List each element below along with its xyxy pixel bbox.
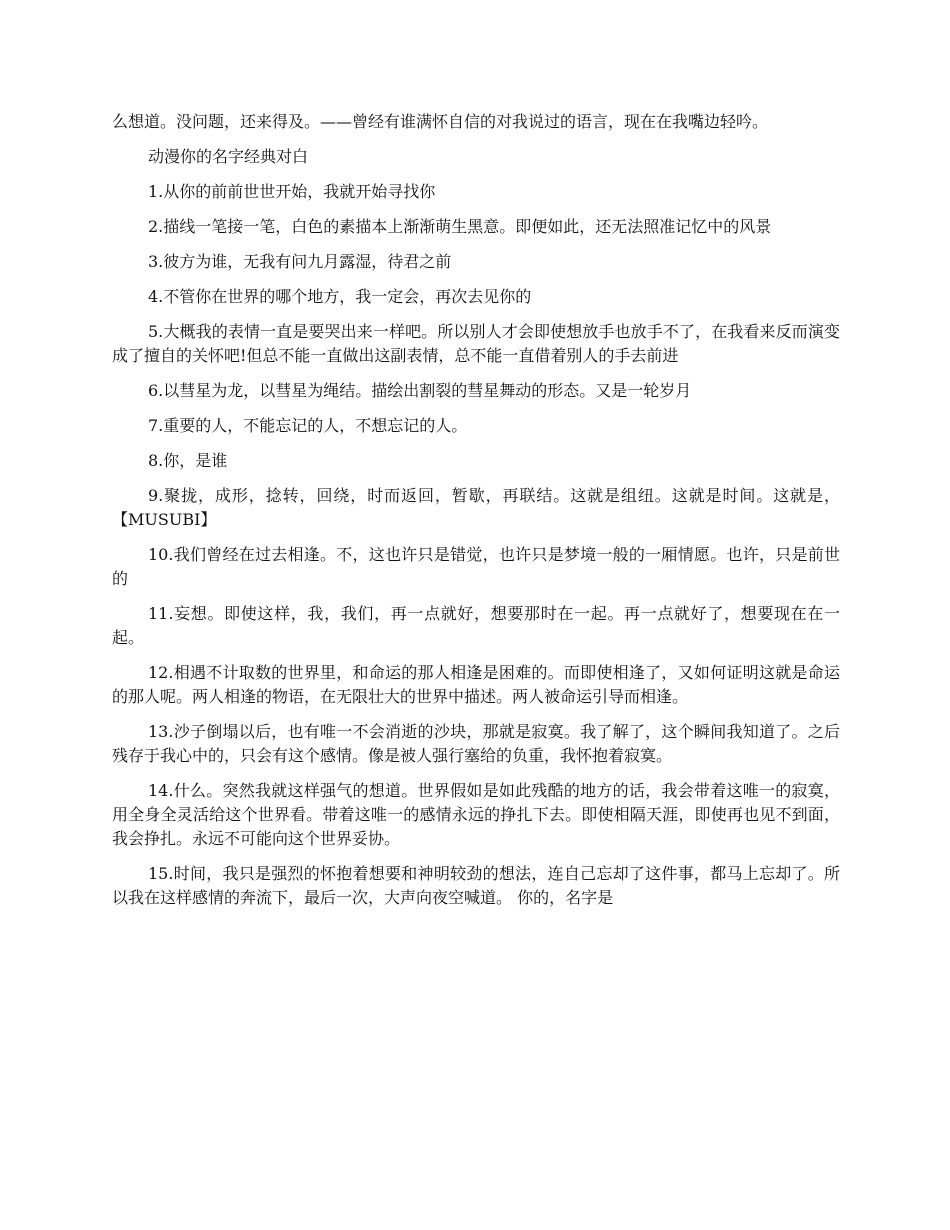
document-body [112, 110, 840, 921]
quote-item-2: 2.描线一笔接一笔，白色的素描本上渐渐萌生黑意。即便如此，还无法照准记忆中的风景 [148, 217, 772, 236]
quote-item-7: 7.重要的人，不能忘记的人，不想忘记的人。 [148, 416, 468, 435]
quote-item-14: 14.什么。突然我就这样强气的想道。世界假如是如此残酷的地方的话，我会带着这唯一的寂寞，用全身全灵活给这个世界看。带着这唯一的感情永远的挣扎下去。即使相隔天涯，即使再也见不到面，我会挣扎。永远不可能向这个世界妥协。 [112, 781, 840, 848]
quote-item-9: 9.聚拢，成形，捻转，回绕，时而返回，暂歇，再联结。这就是组纽。这就是时间。这就是，【MUSUBI】 [112, 486, 840, 529]
quote-item-15: 15.时间，我只是强烈的怀抱着想要和神明较劲的想法，连自己忘却了这件事，都马上忘却了。所以我在这样感情的奔流下，最后一次，大声向夜空喊道。 你的，名字是 [112, 864, 840, 907]
quote-item-8: 8.你，是谁 [148, 451, 228, 470]
intro-paragraph: 么想道。没问题，还来得及。——曾经有谁满怀自信的对我说过的语言，现在在我嘴边轻吟。 [112, 112, 769, 131]
section-title: 动漫你的名字经典对白 [148, 147, 309, 166]
quote-item-12: 12.相遇不计取数的世界里，和命运的那人相逢是困难的。而即使相逢了，又如何证明这就是命运的那人呢。两人相逢的物语，在无限壮大的世界中描述。两人被命运引导而相逢。 [112, 663, 840, 706]
quote-item-5: 5.大概我的表情一直是要哭出来一样吧。所以别人才会即使想放手也放手不了，在我看来反而演变成了擅自的关怀吧!但总不能一直做出这副表情，总不能一直借着别人的手去前进 [112, 322, 840, 365]
quote-item-4: 4.不管你在世界的哪个地方，我一定会，再次去见你的 [148, 287, 532, 306]
quote-item-13: 13.沙子倒塌以后，也有唯一不会消逝的沙块，那就是寂寞。我了解了，这个瞬间我知道了。之后残存于我心中的，只会有这个感情。像是被人强行塞给的负重，我怀抱着寂寞。 [112, 722, 840, 765]
quote-item-11: 11.妄想。即使这样，我，我们，再一点就好，想要那时在一起。再一点就好了，想要现在在一起。 [112, 604, 840, 647]
quote-item-3: 3.彼方为谁，无我有问九月露湿，待君之前 [148, 252, 452, 271]
quote-item-1: 1.从你的前前世世开始，我就开始寻找你 [148, 182, 436, 201]
quote-item-6: 6.以彗星为龙，以彗星为绳结。描绘出割裂的彗星舞动的形态。又是一轮岁月 [148, 381, 692, 400]
quote-item-10: 10.我们曾经在过去相逢。不，这也许只是错觉，也许只是梦境一般的一厢情愿。也许，只是前世的 [112, 545, 840, 588]
